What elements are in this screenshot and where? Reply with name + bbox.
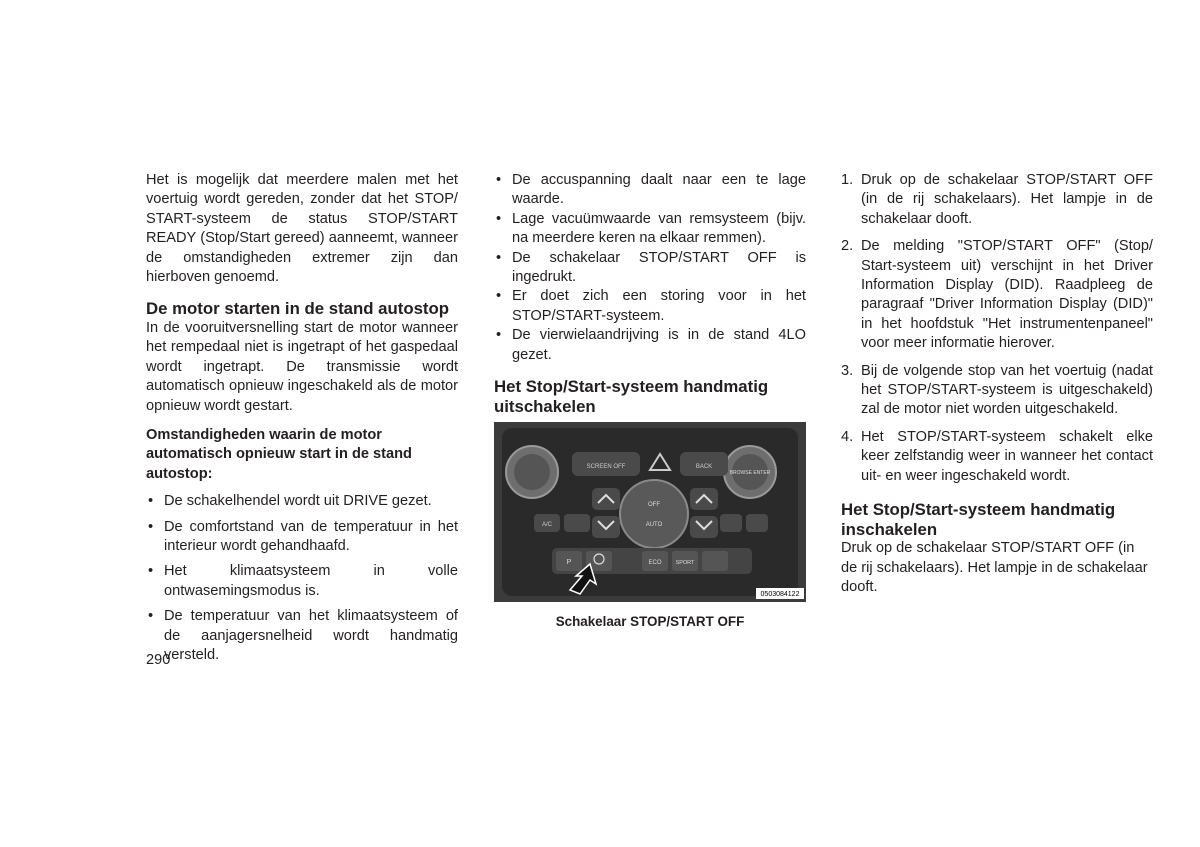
step-number: 1. <box>841 172 854 188</box>
column-right <box>841 171 1153 597</box>
conditions-list-continued <box>494 171 806 365</box>
column-left <box>146 171 458 665</box>
list-item <box>841 171 1153 229</box>
section-heading-autostop: De motor starten in de stand autostop <box>146 299 450 319</box>
list-item: • De schakelhendel wordt uit DRIVE gezet. <box>146 492 458 511</box>
intro-paragraph: Het is mogelijk dat meerdere malen met het voertuig wordt gereden, zonder dat het STOP/ START-systeem de status STOP/START READY (Stop/Start gereed) aanneemt, wanneer de omstandigheden extremer zijn dan hierboven genoemd. <box>146 172 458 286</box>
enable-paragraph: Druk op de schakelaar STOP/START OFF (in de rij schakelaars). Het lampje in de schakelaar dooft. <box>841 540 1148 595</box>
figure-caption: Schakelaar STOP/START OFF <box>555 614 745 630</box>
section-heading-disable: Het Stop/Start-systeem handmatig uitschakelen <box>494 377 769 416</box>
figure-label-browse: BROWSE ENTER <box>729 470 771 477</box>
list-item: • De temperatuur van het klimaatsysteem of de aanjagersnelheid wordt handmatig versteld. <box>146 607 458 665</box>
figure-label-park: P <box>566 559 572 567</box>
conditions-subheading: Omstandigheden waarin de motor automatisch opnieuw start in de stand autostop: <box>146 426 412 482</box>
list-item: • Lage vacuümwaarde van remsysteem (bijv. na meerdere keren na elkaar remmen). <box>494 210 806 249</box>
figure-label-sport: SPORT <box>675 560 695 567</box>
step-text: Het STOP/START-systeem schakelt elke keer zelfstandig weer in wanneer het contact uit- en weer ingeschakeld wordt. <box>861 428 1153 484</box>
list-item <box>841 362 1153 420</box>
page-number: 290 <box>146 652 171 668</box>
list-item: • De accuspanning daalt naar een te lage waarde. <box>494 171 806 210</box>
figure-label-ac: A/C <box>541 522 553 529</box>
step-text: Druk op de schakelaar STOP/START OFF (in de rij schakelaars). Het lampje in de schakelaar dooft. <box>861 172 1153 227</box>
list-item: • Het klimaatsysteem in volle ontwasemingsmodus is. <box>146 562 458 601</box>
switch-panel-figure <box>494 422 806 602</box>
figure-code: 0503084122 <box>760 591 800 599</box>
list-item: • De schakelaar STOP/START OFF is ingedrukt. <box>494 249 806 288</box>
figure-label-back: BACK <box>695 464 713 471</box>
list-item <box>841 237 1153 353</box>
figure-label-auto: AUTO <box>645 522 663 529</box>
list-item <box>841 428 1153 486</box>
step-number: 4. <box>841 428 854 445</box>
step-text: De melding "STOP/START OFF" (Stop/ Start-systeem uit) verschijnt in het Driver Information Display (DID). Raadpleeg de paragraaf "Driver Information Display (DID)" in het hoofdstuk "Het instrumentenpaneel" voor meer informatie hierover. <box>861 238 1153 352</box>
autostop-paragraph: In de vooruitversnelling start de motor wanneer het rempedaal niet is ingetrapt of het gaspedaal wordt ingetrapt. De transmissie wordt automatisch opnieuw ingeschakeld als de motor opnieuw wordt gestart. <box>146 319 458 414</box>
list-item: • De comfortstand van de temperatuur in het interieur wordt gehandhaafd. <box>146 518 458 557</box>
list-item: • De vierwielaandrijving is in de stand 4LO gezet. <box>494 326 806 365</box>
step-number: 3. <box>841 362 854 379</box>
conditions-list <box>146 492 458 665</box>
step-text: Bij de volgende stop van het voertuig (nadat het STOP/START-systeem is uitgeschakeld) zal de motor niet worden uitgeschakeld. <box>861 362 1153 418</box>
list-item: • Er doet zich een storing voor in het STOP/START-systeem. <box>494 287 806 326</box>
step-number: 2. <box>841 238 854 255</box>
figure-label-off: OFF <box>648 502 660 509</box>
section-heading-enable: Het Stop/Start-systeem handmatig inschakelen <box>841 500 1116 539</box>
figure-label-eco: ECO <box>648 560 662 567</box>
column-middle <box>494 171 806 632</box>
steps-list <box>841 171 1153 486</box>
figure-label-screen-off: SCREEN OFF <box>586 464 626 471</box>
